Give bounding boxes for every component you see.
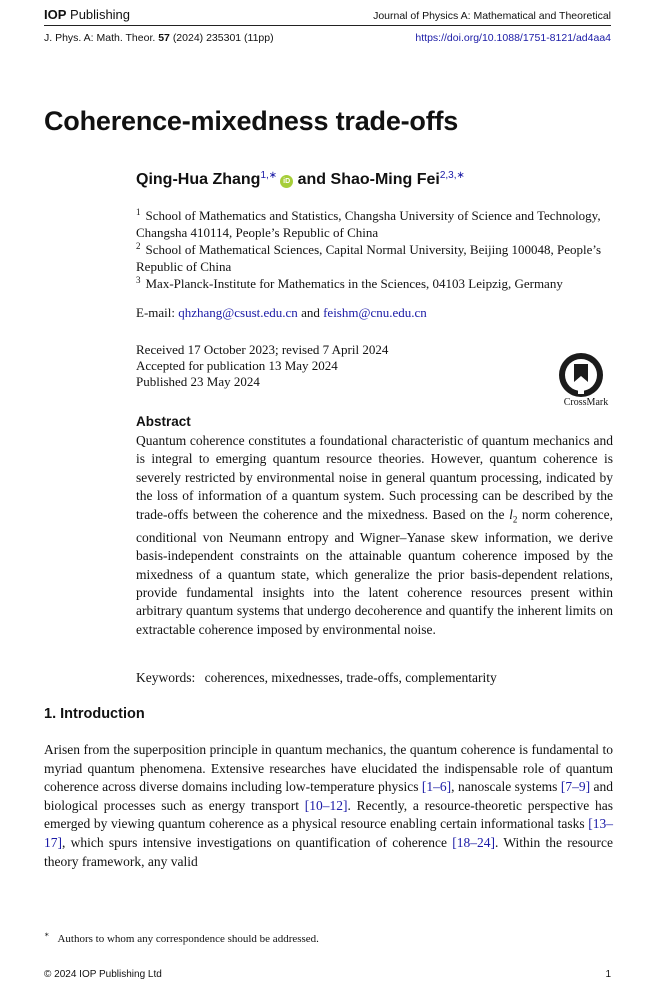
received-date: Received 17 October 2023; revised 7 April 2024 [136, 342, 389, 357]
citation [44, 32, 274, 44]
published-date: Published 23 May 2024 [136, 374, 260, 389]
affiliation-number: 3 [136, 275, 141, 285]
affiliation-text: School of Mathematics and Statistics, Changsha University of Science and Technology, Changsha 410114, People’s Republic of China [136, 208, 601, 240]
email-link-2[interactable]: feishm@cnu.edu.cn [323, 305, 427, 320]
abstract-part-2: norm coherence, conditional von Neumann entropy and Wigner–Yanase skew information, we derive basis-independent constraints on the attainable quantum coherence imposed by the mixedness of a quantum state, which generalize the prior basis-dependent relations, provide fundamental insights into the latent coherence resources present within arbitrary quantum systems that undergo decoherence and quantify the inherent limits on extractable coherence imposed by environmental noise. [136, 506, 613, 637]
publisher-logo-rest: Publishing [70, 7, 131, 22]
crossmark-icon [558, 352, 604, 398]
keywords-list: coherences, mixednesses, trade-offs, complementarity [204, 670, 497, 685]
affiliation-1 [136, 204, 612, 241]
keywords-line [136, 670, 497, 686]
author-connector: and [297, 171, 327, 188]
intro-text-segment: and biological processes such as energy transport [44, 779, 614, 813]
affiliation-3 [136, 272, 612, 292]
email-line [136, 305, 427, 321]
publication-dates [136, 342, 388, 390]
journal-name: Journal of Physics A: Mathematical and Theoretical [373, 10, 611, 22]
abstract-text [136, 432, 613, 639]
norm-subscript: 2 [512, 514, 518, 525]
author-affiliation-marker[interactable]: 1,∗ [260, 170, 278, 181]
affiliation-text: Max-Planck-Institute for Mathematics in the Sciences, 04103 Leipzig, Germany [145, 276, 563, 291]
abstract-part-1: Quantum coherence constitutes a foundational characteristic of quantum mechanics and is integral to emerging quantum resource theories. However, quantum coherence is severely restricted by environmental noise in general quantum processing, indicated by the loss of information of a quantum system. Such processing can be described by the trade-offs between the coherence and the mixedness. Based on the [136, 433, 613, 522]
footnote-mark: ∗ [44, 930, 50, 939]
reference-link[interactable]: [10–12] [304, 797, 348, 813]
intro-text-segment: Arisen from the superposition principle in quantum mechanics, the quantum coherence is fundamental to myriad quantum phenomena. Extensive researches have elucidated the indispensable role of quantum coherence across diverse domains including low-temperature physics [44, 742, 613, 795]
citation-volume: 57 [158, 32, 170, 44]
norm-symbol: l [509, 506, 513, 522]
author-name[interactable]: Qing-Hua Zhang [136, 171, 261, 188]
introduction-text [44, 741, 613, 871]
crossmark-badge[interactable] [558, 352, 614, 403]
reference-link[interactable]: [1–6] [421, 779, 452, 795]
orcid-icon[interactable]: iD [280, 175, 293, 188]
page-number: 1 [605, 969, 611, 980]
reference-link[interactable]: [18–24] [452, 834, 495, 850]
section-heading-introduction: 1. Introduction [44, 706, 145, 722]
abstract-heading: Abstract [136, 414, 191, 429]
publisher-logo [44, 7, 130, 22]
header-divider [44, 25, 611, 26]
copyright: © 2024 IOP Publishing Ltd [44, 969, 162, 980]
affiliation-text: School of Mathematical Sciences, Capital Normal University, Beijing 100048, People’s Republic of China [136, 242, 602, 274]
reference-link[interactable]: [13–17] [44, 816, 613, 850]
intro-text-segment: , nanoscale systems [451, 779, 561, 795]
reference-link[interactable]: [7–9] [560, 779, 591, 795]
email-label: E-mail: [136, 305, 175, 320]
affiliation-2 [136, 238, 612, 275]
author-name[interactable]: Shao-Ming Fei [330, 171, 440, 188]
keywords-label: Keywords: [136, 670, 196, 685]
author-affiliation-marker[interactable]: 2,3,∗ [439, 170, 465, 181]
publisher-logo-bold: IOP [44, 7, 67, 22]
crossmark-label: CrossMark [563, 397, 609, 408]
intro-text-segment: . Recently, a resource-theoretic perspective has emerged by viewing quantum coherence as a physical resource enabling certain informational tasks [44, 797, 613, 832]
affiliation-number: 1 [136, 207, 141, 217]
intro-text-segment: . Within the resource theory framework, any valid [44, 834, 613, 869]
intro-text-segment: , which spurs intensive investigations on quantification of coherence [62, 834, 453, 850]
paper-title: Coherence-mixedness trade-offs [44, 106, 459, 136]
citation-prefix: J. Phys. A: Math. Theor. [44, 32, 156, 44]
email-link-1[interactable]: qhzhang@csust.edu.cn [178, 305, 298, 320]
affiliation-number: 2 [136, 241, 141, 251]
author-list [136, 170, 465, 189]
email-connector: and [301, 305, 320, 320]
footnote-text: Authors to whom any correspondence should be addressed. [57, 933, 319, 945]
doi-link[interactable]: https://doi.org/10.1088/1751-8121/ad4aa4 [415, 32, 611, 44]
accepted-date: Accepted for publication 13 May 2024 [136, 358, 338, 373]
footnote [44, 930, 319, 945]
citation-suffix: (2024) 235301 (11pp) [172, 32, 274, 44]
